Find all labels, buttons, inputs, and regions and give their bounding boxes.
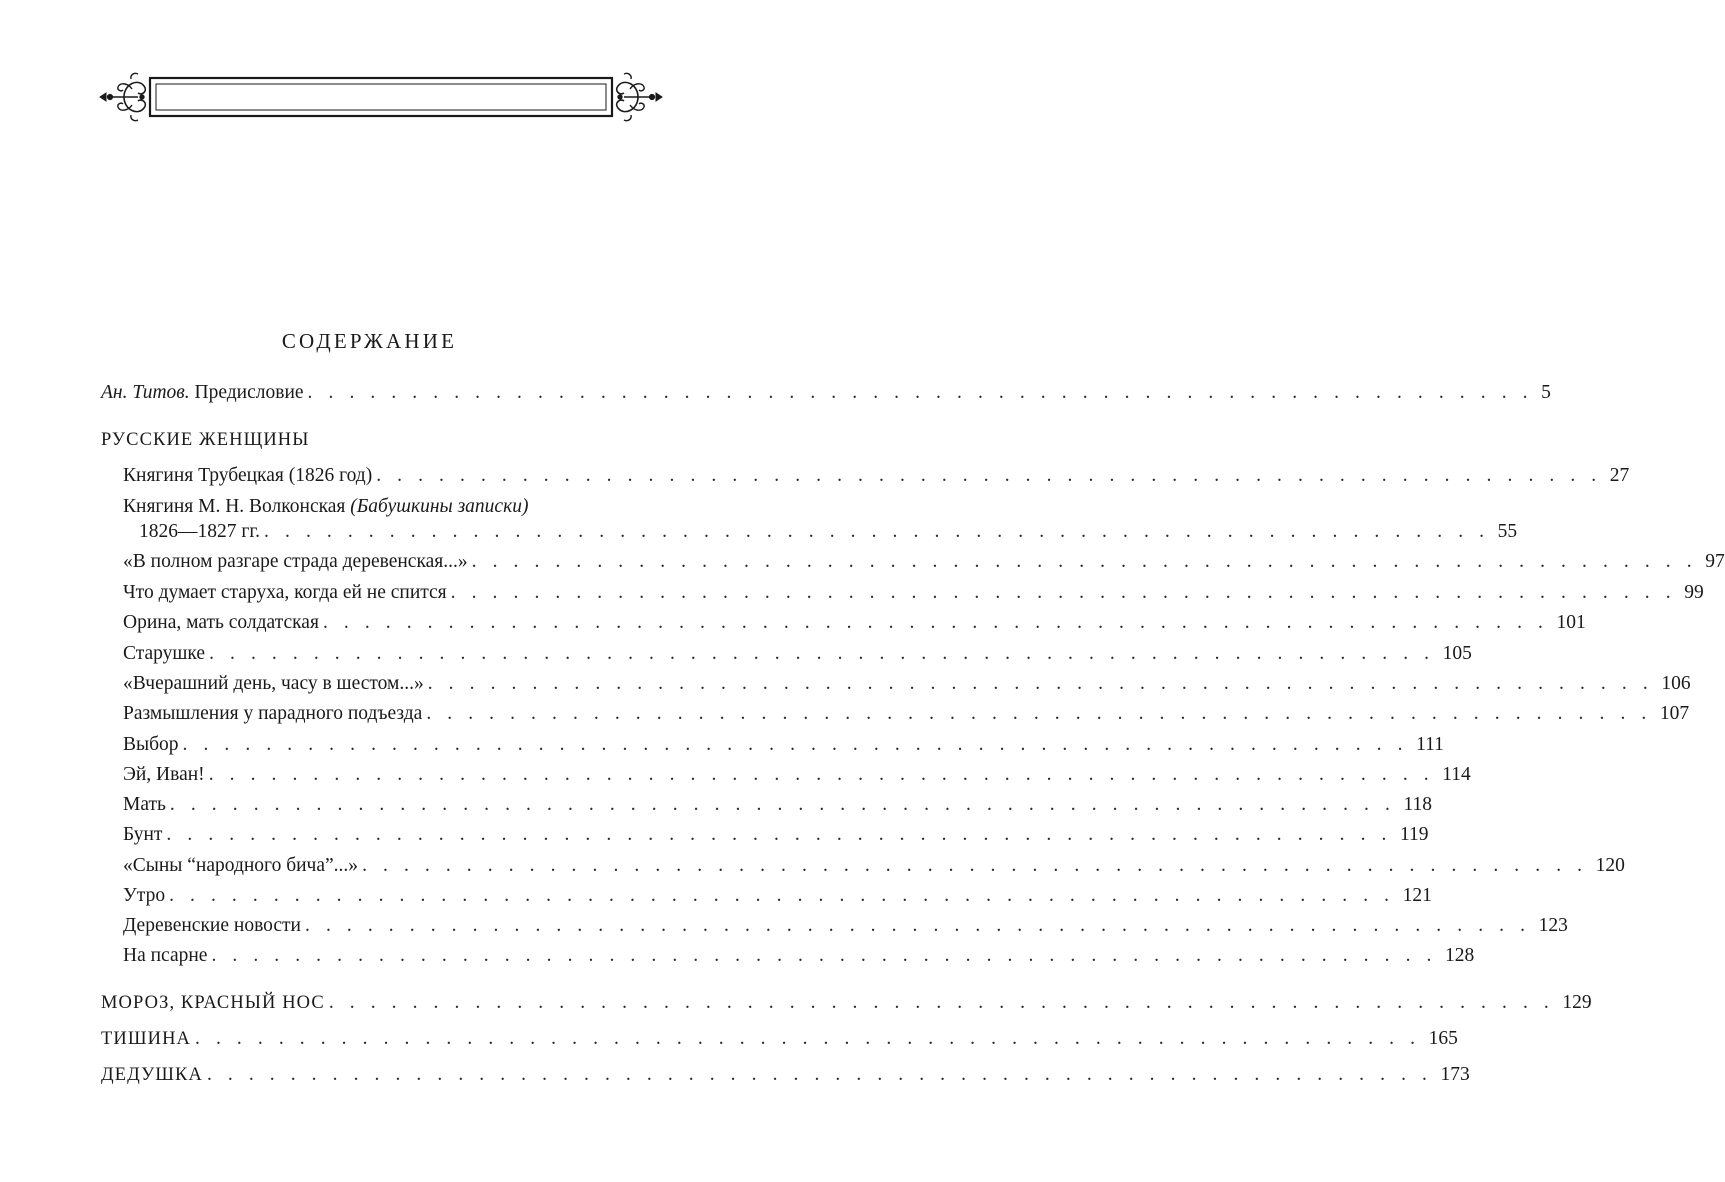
toc-entry[interactable] [123,462,1630,490]
dot-leader: . . . . . . . . . . . . . . . . . . . . . . . . . . . . . . . . . . . . . . . . . . . . . . . . . . . . . . . . . . . [169,794,1396,815]
toc-entry[interactable] [123,609,1586,637]
dot-leader: . . . . . . . . . . . . . . . . . . . . . . . . . . . . . . . . . . . . . . . . . . . . . . . . . . . . . . . . . . . [471,551,1698,572]
toc-entry[interactable] [123,852,1625,880]
dot-leader: . . . . . . . . . . . . . . . . . . . . . . . . . . . . . . . . . . . . . . . . . . . . . . . . . . . . . . . . . . . [376,465,1602,486]
page-title: СОДЕРЖАНИЕ [281,329,458,353]
preface-title: Предисловие [189,382,304,403]
toc-page-number: 106 [1661,673,1691,694]
toc-entry[interactable] [123,942,1475,970]
toc-page-number: 129 [1562,992,1592,1013]
toc-page-number: 97 [1705,551,1725,572]
toc-entry-title: Размышления у парадного подъезда [123,703,423,724]
toc-entry[interactable] [123,700,1690,728]
dot-leader: . . . . . . . . . . . . . . . . . . . . . . . . . . . . . . . . . . . . . . . . . . . . . . . . . . . . . . . . . . . [182,734,1409,755]
toc-entry-title: «Сыны “народного бича”...» [123,855,359,876]
preface-author: Ан. Титов. [101,382,190,403]
dot-leader: . . . . . . . . . . . . . . . . . . . . . . . . . . . . . . . . . . . . . . . . . . . . . . . . . . . . . . . . . . . [195,1028,1421,1049]
toc-entry-preface[interactable] [101,379,1551,407]
toc-entry[interactable] [123,670,1691,698]
toc-entry-title: Выбор [123,734,179,755]
toc-entry[interactable] [123,579,1704,607]
dot-leader: . . . . . . . . . . . . . . . . . . . . . . . . . . . . . . . . . . . . . . . . . . . . . . . . . . . . . . . . . . . [426,703,1652,724]
toc-entry-title: «В полном разгаре страда деревенская...» [123,551,468,572]
dot-leader: . . . . . . . . . . . . . . . . . . . . . . . . . . . . . . . . . . . . . . . . . . . . . . . . . . . . . . . . . . . [328,992,1555,1013]
toc-page-number: 120 [1595,855,1625,876]
section-heading: РУССКИЕ ЖЕНЩИНЫ [101,430,310,450]
toc-entry[interactable] [123,761,1471,789]
dot-leader: . . . . . . . . . . . . . . . . . . . . . . . . . . . . . . . . . . . . . . . . . . . . . . . . . . . . . . . . . . . [305,915,1531,936]
toc-entry-title: МОРОЗ, КРАСНЫЙ НОС [101,993,325,1013]
dot-leader: . . . . . . . . . . . . . . . . . . . . . . . . . . . . . . . . . . . . . . . . . . . . . . . . . . . . . . . . . . . [208,764,1435,785]
toc-page-number: 111 [1416,734,1444,755]
dot-leader: . . . . . . . . . . . . . . . . . . . . . . . . . . . . . . . . . . . . . . . . . . . . . . . . . . . . . . . . . . . [307,382,1534,403]
toc-entry[interactable] [123,912,1568,940]
dot-leader: . . . . . . . . . . . . . . . . . . . . . . . . . . . . . . . . . . . . . . . . . . . . . . . . . . . . . . . . . . . [427,673,1654,694]
toc-page-number: 121 [1402,885,1432,906]
toc-entry-major[interactable] [101,989,1592,1017]
dot-leader: . . . . . . . . . . . . . . . . . . . . . . . . . . . . . . . . . . . . . . . . . . . . . . . . . . . . . . . . . . . [206,1064,1433,1085]
toc-entry-title: Княгиня М. Н. Волконская [123,496,351,517]
toc-page-number: 123 [1538,915,1568,936]
toc-entry-volkonskaya-line1[interactable] [123,493,528,521]
dot-leader: . . . . . . . . . . . . . . . . . . . . . . . . . . . . . . . . . . . . . . . . . . . . . . . . . . . . . . . . . . . [264,521,1490,542]
dot-leader: . . . . . . . . . . . . . . . . . . . . . . . . . . . . . . . . . . . . . . . . . . . . . . . . . . . . . . . . . . . [169,885,1395,906]
toc-page-number: 55 [1497,521,1518,542]
toc-entry-title: Бунт [123,824,163,845]
toc-page-number: 173 [1440,1064,1470,1085]
toc-entry-title: Деревенские новости [123,915,301,936]
toc-entry[interactable] [123,731,1444,759]
toc-page-number: 165 [1428,1028,1458,1049]
toc-entry-title: Что думает старуха, когда ей не спится [123,582,447,603]
dot-leader: . . . . . . . . . . . . . . . . . . . . . . . . . . . . . . . . . . . . . . . . . . . . . . . . . . . . . . . . . . . [322,612,1549,633]
toc-page-number: 119 [1400,824,1429,845]
dot-leader: . . . . . . . . . . . . . . . . . . . . . . . . . . . . . . . . . . . . . . . . . . . . . . . . . . . . . . . . . . . [211,945,1438,966]
toc-entry-title: Старушке [123,643,206,664]
toc-page-number: 118 [1403,794,1433,815]
dot-leader: . . . . . . . . . . . . . . . . . . . . . . . . . . . . . . . . . . . . . . . . . . . . . . . . . . . . . . . . . . . [450,582,1677,603]
toc-entry[interactable] [123,882,1432,910]
toc-entry-title: ТИШИНА [101,1029,192,1049]
toc-entry-title: 1826—1827 гг. [139,521,261,542]
toc-entry[interactable] [123,640,1472,668]
toc-entry-title: Мать [123,794,166,815]
toc-page-number: 5 [1541,382,1551,403]
toc-entry-title [101,379,304,407]
toc-entry-title: На псарне [123,945,208,966]
toc-page-number: 114 [1442,764,1471,785]
toc-entry-major[interactable] [101,1061,1470,1089]
toc-entry-title: Княгиня Трубецкая (1826 год) [123,465,373,486]
toc-entry-volkonskaya-line2[interactable] [139,518,1518,546]
toc-entry[interactable] [123,791,1433,819]
toc-entry[interactable] [123,548,1725,576]
toc-page-number: 99 [1684,582,1704,603]
toc-page-number: 105 [1442,643,1472,664]
toc-entry-title: Орина, мать солдатская [123,612,319,633]
toc-entry-title: Эй, Иван! [123,764,205,785]
toc-page-number: 27 [1609,465,1630,486]
toc-entry-subtitle: (Бабушкины записки) [350,496,529,517]
toc-entry[interactable] [123,821,1429,849]
dot-leader: . . . . . . . . . . . . . . . . . . . . . . . . . . . . . . . . . . . . . . . . . . . . . . . . . . . . . . . . . . . [166,824,1392,845]
toc-entry-major[interactable] [101,1025,1458,1053]
dot-leader: . . . . . . . . . . . . . . . . . . . . . . . . . . . . . . . . . . . . . . . . . . . . . . . . . . . . . . . . . . . [209,643,1435,664]
toc-entry-title: ДЕДУШКА [101,1065,203,1085]
toc-entry-title: «Вчерашний день, часу в шестом...» [123,673,424,694]
toc-page-number: 107 [1659,703,1690,724]
toc-page-number: 128 [1445,945,1475,966]
toc-entry-title: Утро [123,885,166,906]
toc-page-number: 101 [1556,612,1586,633]
dot-leader: . . . . . . . . . . . . . . . . . . . . . . . . . . . . . . . . . . . . . . . . . . . . . . . . . . . . . . . . . . . [362,855,1588,876]
